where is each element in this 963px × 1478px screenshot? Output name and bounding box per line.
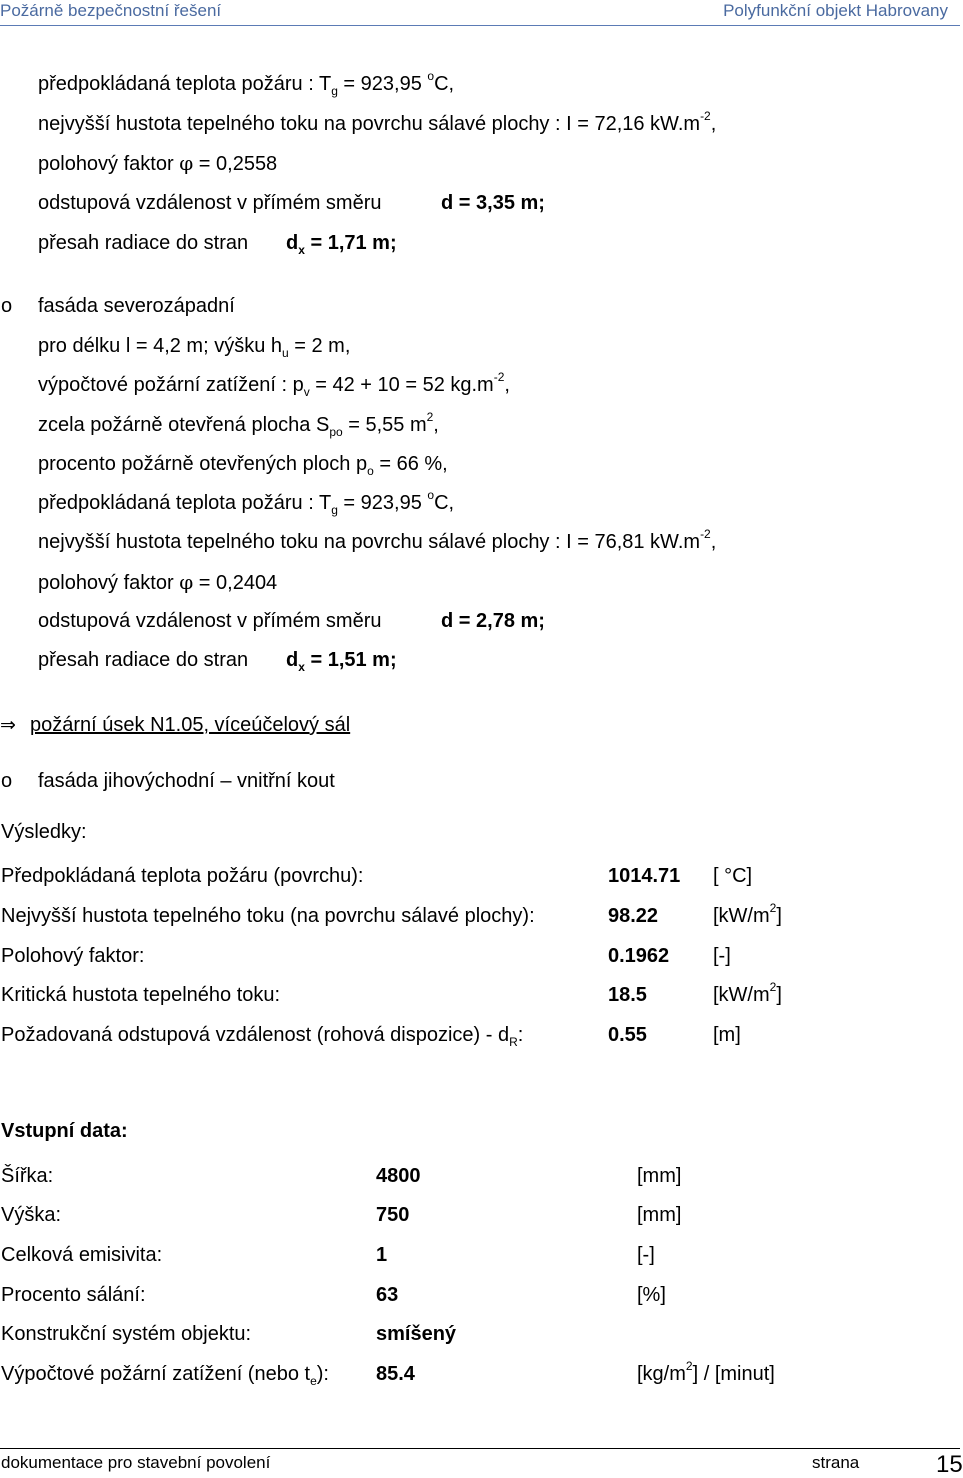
bullet-o: o bbox=[1, 770, 13, 792]
arrow-icon: ⇒ bbox=[0, 714, 16, 736]
input-heading: Vstupní data: bbox=[1, 1120, 128, 1142]
footer-strana: strana bbox=[812, 1453, 860, 1472]
results-row-unit: [m] bbox=[713, 1024, 741, 1046]
input-row-label: Šířka: bbox=[1, 1165, 54, 1187]
block2-rozmery: pro délku l = 4,2 m; výšku $h_u = 2$ m, bbox=[38, 335, 351, 360]
block2-hustota: nejvyšší hustota tepelného toku na povrchu sálavé plochy : I = 76,81 $kW.m^{-2}$, bbox=[38, 527, 717, 553]
results-row-unit: [ °C] bbox=[713, 865, 753, 887]
header-divider bbox=[0, 25, 960, 26]
input-row-label: Výška: bbox=[1, 1204, 62, 1226]
results-row-value: 0.1962 bbox=[608, 945, 670, 967]
input-row-value: 4800 bbox=[376, 1165, 421, 1187]
input-row-value: 63 bbox=[376, 1284, 399, 1306]
results-row-value: 0.55 bbox=[608, 1024, 647, 1046]
results-row-value: 98.22 bbox=[608, 905, 659, 927]
footer-left: dokumentace pro stavební povolení bbox=[1, 1453, 271, 1472]
block1-odstup-label: odstupová vzdálenost v přímém směru bbox=[38, 192, 382, 214]
results-row-value: 1014.71 bbox=[608, 865, 681, 887]
block1-odstup-value: d = 3,35 m; bbox=[441, 192, 545, 214]
block2-plocha: zcela požárně otevřená plocha $S_{po} = 5,55$ $m^2$, bbox=[38, 410, 439, 439]
input-row-label: Výpočtové požární zatížení (nebo $t_e$): bbox=[1, 1363, 329, 1388]
input-row-value: smíšený bbox=[376, 1323, 457, 1345]
block2-presah-label: přesah radiace do stran bbox=[38, 649, 249, 671]
results-heading: Výsledky: bbox=[1, 821, 87, 843]
header-right: Polyfunkční objekt Habrovany bbox=[723, 1, 948, 20]
results-row-label: Požadovaná odstupová vzdálenost (rohová dispozice) - $d_R$: bbox=[1, 1024, 524, 1049]
input-row-unit: [mm] bbox=[637, 1165, 682, 1187]
block2-presah-value: $d_x = 1,51$ m; bbox=[286, 649, 397, 674]
block2-title: fasáda severozápadní bbox=[38, 295, 235, 317]
section-title: požární úsek N1.05, víceúčelový sál bbox=[30, 714, 351, 736]
input-row-unit: $[kg/m^2]$ / [minut] bbox=[637, 1359, 775, 1385]
results-row-label: Polohový faktor: bbox=[1, 945, 145, 967]
results-row-value: 18.5 bbox=[608, 984, 647, 1006]
phi-symbol: φ bbox=[179, 570, 194, 594]
results-row-unit: [-] bbox=[713, 945, 731, 967]
input-row-value: 1 bbox=[376, 1244, 388, 1266]
input-row-unit: [%] bbox=[637, 1284, 666, 1306]
phi-symbol: φ bbox=[179, 151, 194, 175]
results-row-label: Nejvyšší hustota tepelného toku (na povrchu sálavé plochy): bbox=[1, 905, 535, 927]
input-row-label: Celková emisivita: bbox=[1, 1244, 163, 1266]
results-row-label: Kritická hustota tepelného toku: bbox=[1, 984, 281, 1006]
input-row-unit: [mm] bbox=[637, 1204, 682, 1226]
block2-zatizeni: výpočtové požární zatížení : $p_v = 42 + 10 = 52$ $kg.m^{-2}$, bbox=[38, 370, 510, 399]
block3-title: fasáda jihovýchodní – vnitřní kout bbox=[38, 770, 335, 792]
input-row-label: Konstrukční systém objektu: bbox=[1, 1323, 252, 1345]
block2-odstup-label: odstupová vzdálenost v přímém směru bbox=[38, 610, 382, 632]
results-row-unit: $[kW/m^2]$ bbox=[713, 901, 782, 927]
results-row-unit: $[kW/m^2]$ bbox=[713, 980, 782, 1006]
block2-odstup-value: d = 2,78 m; bbox=[441, 610, 545, 632]
header-left: Požárně bezpečnostní řešení bbox=[0, 1, 222, 20]
footer-divider bbox=[0, 1448, 960, 1449]
page-number: 15 bbox=[936, 1451, 963, 1478]
input-row-unit: [-] bbox=[637, 1244, 655, 1266]
block1-faktor: polohový faktor φ = 0,2558 bbox=[38, 151, 278, 175]
input-row-label: Procento sálání: bbox=[1, 1284, 146, 1306]
block1-presah-value: $d_x = 1,71$ m; bbox=[286, 232, 397, 257]
input-row-value: 85.4 bbox=[376, 1363, 415, 1385]
bullet-o: o bbox=[1, 295, 13, 317]
block2-procento: procento požárně otevřených ploch $p_o = 66$ %, bbox=[38, 453, 448, 478]
results-row-label: Předpokládaná teplota požáru (povrchu): bbox=[1, 865, 364, 887]
block2-teplota: předpokládaná teplota požáru : $T_g = 923,95$ $^o$C, bbox=[38, 488, 455, 517]
block1-presah-label: přesah radiace do stran bbox=[38, 232, 249, 254]
input-row-value: 750 bbox=[376, 1204, 410, 1226]
block1-hustota: nejvyšší hustota tepelného toku na povrchu sálavé plochy : I = 72,16 $kW.m^{-2}$, bbox=[38, 109, 717, 135]
block1-teplota: předpokládaná teplota požáru : $T_g = 923,95$ $^o$C, bbox=[38, 69, 455, 98]
block2-faktor: polohový faktor φ = 0,2404 bbox=[38, 570, 278, 594]
